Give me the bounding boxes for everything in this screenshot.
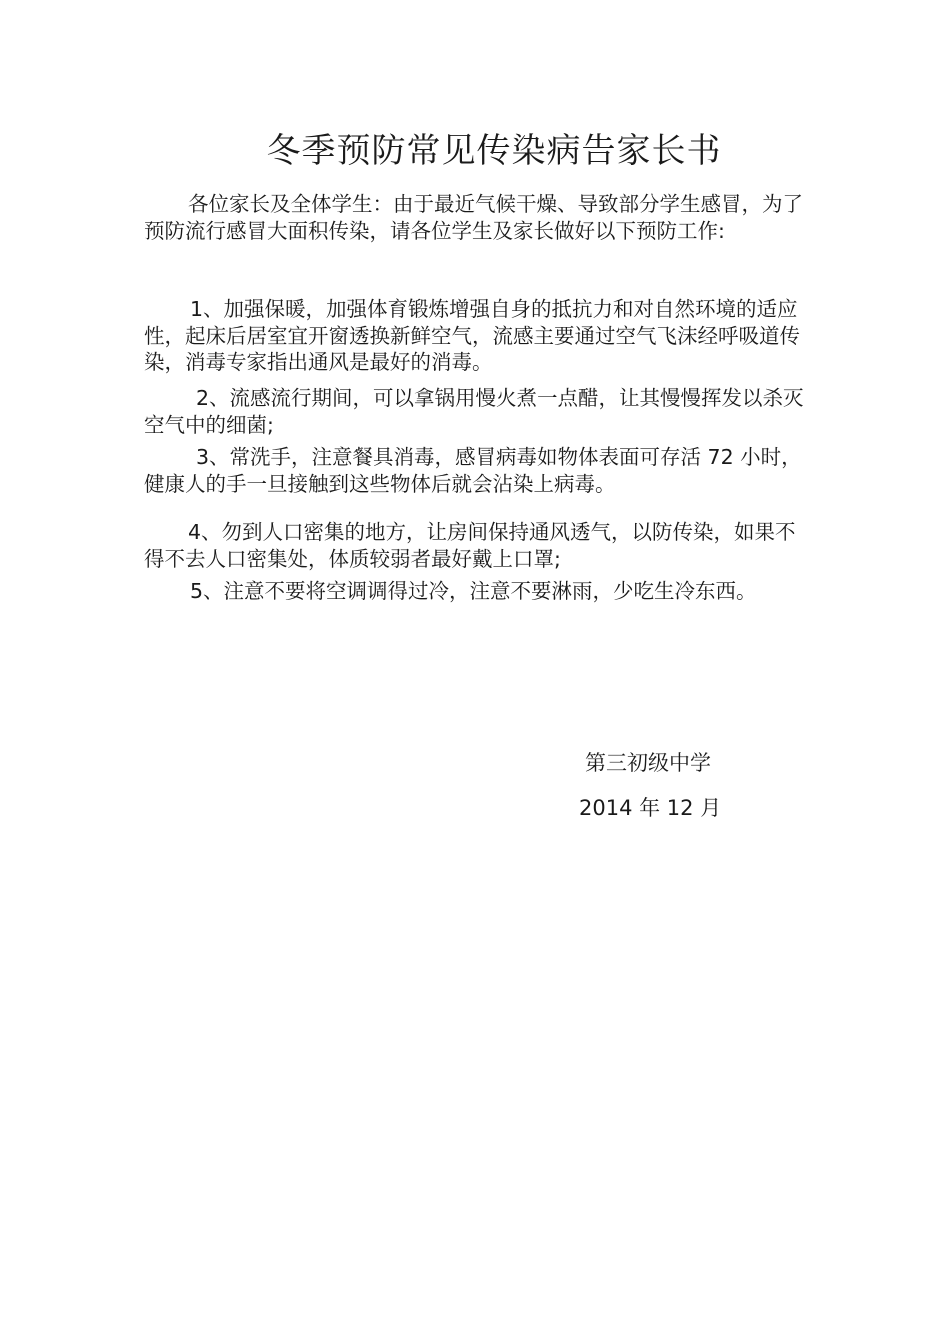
prevention-item-2: 2、流感流行期间，可以拿锅用慢火煮一点醋，让其慢慢挥发以杀灭空气中的细菌;: [144, 386, 804, 437]
signature-date: 2014 年 12 月: [579, 796, 722, 820]
document-title: 冬季预防常见传染病告家长书: [266, 131, 722, 171]
prevention-item-5: 5、注意不要将空调调得过冷，注意不要淋雨，少吃生冷东西。: [190, 579, 757, 603]
prevention-item-1: 1、加强保暖，加强体育锻炼增强自身的抵抗力和对自然环境的适应性，起床后居室宜开窗透换新鲜空气，流感主要通过空气飞沫经呼吸道传染，消毒专家指出通风是最好的消毒。: [144, 297, 800, 374]
prevention-item-4: 4、勿到人口密集的地方，让房间保持通风透气，以防传染，如果不得不去人口密集处，体质较弱者最好戴上口罩;: [144, 520, 796, 571]
prevention-item-3: 3、常洗手，注意餐具消毒，感冒病毒如物体表面可存活 72 小时，健康人的手一旦接触到这些物体后就会沾染上病毒。: [144, 445, 802, 496]
intro-paragraph: 各位家长及全体学生：由于最近气候干燥、导致部分学生感冒，为了预防流行感冒大面积传染，请各位学生及家长做好以下预防工作:: [144, 192, 803, 243]
signature-school: 第三初级中学: [585, 751, 711, 775]
